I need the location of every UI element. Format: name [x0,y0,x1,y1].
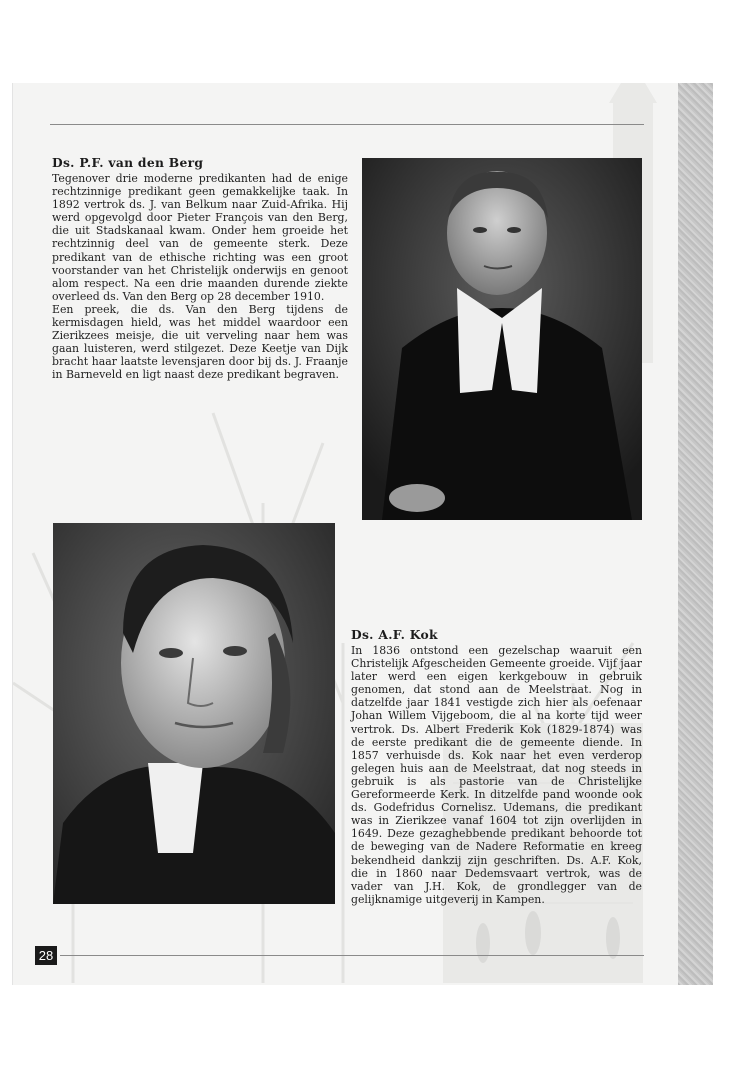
article-body-van-den-berg [52,172,348,382]
paragraph: Tegenover drie moderne predikanten had de enige rechtzinnige predikant geen gemakkelijke taak. In 1892 vertrok ds. J. van Belkum naar Zuid-Afrika. Hij werd opgevolgd door Pieter François van den Berg, die uit Stadskanaal kwam. Onder hem groeide het rechtzinnig deel van de gemeente sterk. Deze predikant van de ethische richting was een groot voorstander van het Christelijk onderwijs en genoot alom respect. Na een drie maanden durende ziekte overleed ds. Van den Berg op 28 december 1910. [52,172,348,303]
page-number: 28 [35,946,57,965]
paragraph: In 1836 ontstond een gezelschap waaruit een Christelijk Afgescheiden Gemeente groeide. Vijf jaar later werd een eigen kerkgebouw in gebruik genomen, dat stond aan de Meelstraat. Nog in datzelfde jaar 1841 vestigde zich hier als oefenaar Johan Willem Vijgeboom, die al na korte tijd weer vertrok. Ds. Albert Frederik Kok (1829-1874) was de eerste predikant die de gemeente diende. In 1857 verhuisde ds. Kok naar het even verderop gelegen huis aan de Meelstraat, dat nog steeds in gebruik is als pastorie van de Christelijke Gereformeerde Kerk. In ditzelfde pand woonde ook ds. Godefridus Cornelisz. Udemans, die predikant was in Zierikzee vanaf 1604 tot zijn overlijden in 1649. Deze gezaghebbende predikant behoorde tot de beweging van de Nadere Reformatie en kreeg bekendheid dankzij zijn geschriften. Ds. A.F. Kok, die in 1860 naar Dedemsvaart vertrok, was de vader van J.H. Kok, de grondlegger van de gelijknamige uitgeverij in Kampen. [351,644,642,906]
bottom-rule [60,955,644,956]
article-title-kok: Ds. A.F. Kok [351,627,438,642]
portrait-van-den-berg [362,158,642,520]
paragraph: Een preek, die ds. Van den Berg tijdens de kermisdagen hield, was het middel waardoor een Zierikzees meisje, die uit verveling naar hem was gaan luisteren, werd stilgezet. Deze Keetje van Dijk bracht haar laatste levensjaren door bij ds. J. Fraanje in Barneveld en ligt naast deze predikant begraven. [52,302,348,382]
top-rule [50,124,644,125]
portrait-kok [53,523,335,904]
book-spine-edge [678,83,713,985]
article-title-van-den-berg: Ds. P.F. van den Berg [52,155,204,170]
article-body-kok [351,644,642,906]
